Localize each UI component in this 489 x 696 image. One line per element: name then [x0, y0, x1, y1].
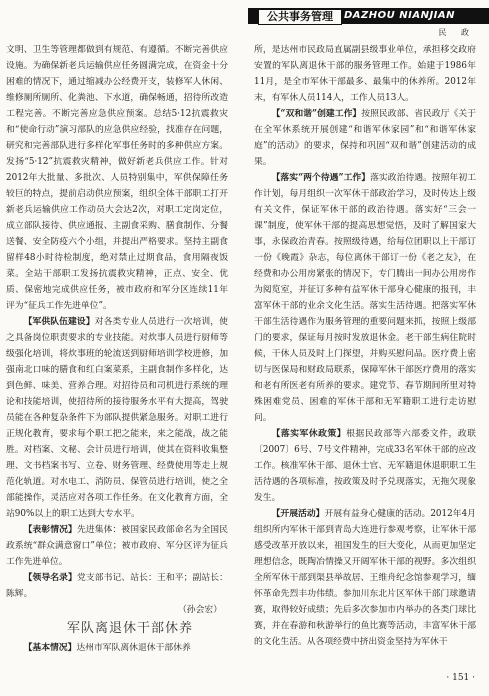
left-column — [6, 42, 228, 656]
page-number: · 151 · — [446, 673, 475, 683]
section-label: 【开展活动】 — [271, 509, 325, 519]
paragraph — [6, 522, 228, 570]
page-header — [0, 0, 489, 40]
paragraph — [254, 170, 476, 426]
header-section-title: 公共事务管理 — [258, 9, 342, 25]
section-label: 【基本情况】 — [23, 643, 77, 653]
paragraph-text: 根据民政部等六部委文件，政联〔2007〕6号、7号文件精神，完成33名军休干部的应改工作。核准军休干部、退休士官、无军籍退休退职职工生活待遇的各项标准，按政策及时予兑现落实，无拖欠现象发生。 — [254, 429, 476, 503]
section-label: 【“双和谐”创建工作】 — [271, 109, 362, 119]
paragraph-text: 对各类专业人员进行一次培训，使之具备岗位职责要求的专业技能。对炊事人员进行厨师等级强化培训，将炊事班的轮流送到厨师培训学校进修，加强南北口味的膳食和红白案菜系，主副食制作多样化，达到色鲜、味美、营养合理。对招待员和司机进行系统的理论和技能培训，使招待所的接待服务水平有大提高，驾驶员能在各种复杂条件下为部队提供紧急服务。对职工进行正规化教育，要求每个职工把之能来，来之能战，战之能胜。对档案、文秘、会计员进行培训，使其在资料收集整理、文书档案书写、立卷、财务管理、经费使用等走上规范化轨道。对水电工、消防员、保管员进行培训，使之全部能操作，灵活应对各项工作任务。在文化教育方面，全站90%以上的职工达到大专水平。 — [6, 317, 228, 519]
section-label: 【领导名录】 — [23, 573, 77, 583]
paragraph: 所，是达州市民政局直属副县级事业单位，承担移交政府安置的军队离退休干部的服务管理工作。始建于1986年11月，是全市军休干部最多、最集中的休养所。2012年末，有军休人员114人，工作人员13人。 — [254, 45, 476, 103]
paragraph-text: 开展有益身心健康的活动。2012年4月组织所内军休干部到青岛大连进行参观考察，让军休干部感受改革开放以来，祖国发生的巨大变化，从而更加坚定理想信念，既陶冶情操又开阔军休干部的视野。多次组织全所军休干部到渠县举故居、王维舟纪念馆参观学习，缅怀革命先烈丰功伟绩。参加川东北片区军休干部门球邀请赛，取得较好成绩；先后多次参加市内举办的各类门球比赛，并在春游和秋游举行的鱼比赛等活动，丰富军休干部的文化生活。从各项经费中挤出资金坚持为军休干 — [254, 509, 476, 647]
paragraph — [254, 106, 476, 170]
paragraph — [6, 314, 228, 522]
section-label: 【落实军休政策】 — [271, 429, 347, 439]
right-column — [254, 42, 476, 650]
paragraph-text: 先进集体：被国家民政部命名为全国民政系统“群众满意窗口”单位；被市政府、军分区评为征兵工作先进单位。 — [6, 525, 228, 567]
paragraph-text: 按照民政部、省民政厅《关于在全军休系统开展创建“和谐军休家园”和“和谐军休家庭”的活动》的要求，保持和巩固“双和谐”创建活动的成果。 — [254, 109, 476, 167]
header-subsection: 民 政 — [438, 28, 475, 37]
section-label: 【军供队伍建设】 — [23, 317, 95, 327]
section-heading: 军队离退休干部休养 — [66, 621, 193, 636]
paragraph — [6, 640, 228, 656]
section-label: 【落实“两个待遇”工作】 — [271, 173, 371, 183]
author-signature: （孙会宏） — [178, 605, 222, 615]
paragraph-text: 落实政治待遇。按照年初工作计划，每月组织一次军休干部政治学习，及时传达上级有关文件，保证军休干部的政治待遇。落实好“三会一课”制度，使军休干部的提高思想觉悟，及时了解国家大事，永保政治青春。按照级待遇，给每位团职以上干部订一份《晚霞》杂志，每位离休干部订一份《老之友》，在经费和办公用房紧张的情况下，专门腾出一间办公用房作为阅览室，并征订多种有益军休干部身心健康的报刊，丰富军休干部的业余文化生活。落实生活待遇。把落实军休干部生活待遇作为服务管理的重要问题来抓，按照上级部门的要求，保证每月按时发放退休金。老干部生病住院时候，干休人员及时上门探望，并购买慰问品。医疗费上密切与医保局和财政局联系，保障军休干部医疗费用的落实和老有所医老有所养的要求。建党节、春节期间所里对特殊困难党员、困难的军休干部和无军籍职工进行走访慰问。 — [254, 173, 476, 423]
paragraph — [254, 506, 476, 650]
paragraph-text: 党支部书记、站长：王和平；副站长：陈辉。 — [6, 573, 228, 599]
paragraph-text: 达州市军队离休退休干部休养 — [76, 643, 191, 653]
paragraph: 文明、卫生等管理都做到有规范、有遵循。不断完善供应设施。为确保新老兵运输供应任务圆满完成，在资金十分困难的情况下，通过缩减办公经费开支，装修军人休闲、维修厕所厕所、化粪池、下水道，确保畅通，招待所改造工程完善。不断完善应急供应预案。总结5·12抗震救灾和“使命行动”演习部队的应急供应经验，找准存在问题，研究和完善部队进行多样化军事任务时的多种供应方案。发扬“5·12”抗震救灾精神，做好新老兵供应工作。针对2012年大批量、多批次、人员特别集中，军供保障任务较巨的特点，提前启动供应预案，组织全体干部职工打开新老兵运输供应工作动员大会达2次，对职工定岗定位，成立部队接待、供应通报、主副食采购、膳食制作、分餐送餐、安全防疫六个小组，并提出严格要求。坚持主副食留样48小时待检制度，绝对禁止过期食品，食用隔夜饭菜。全站干部职工发扬抗震救灾精神，正点、安全、优质、保密地完成供应任务，被市政府和军分区连续11年评为“征兵工作先进单位”。 — [6, 45, 228, 311]
section-label: 【表彰情况】 — [23, 525, 77, 535]
paragraph — [6, 570, 228, 602]
header-english-title: DAZHOU NIANJIAN — [344, 10, 456, 21]
paragraph — [254, 426, 476, 506]
